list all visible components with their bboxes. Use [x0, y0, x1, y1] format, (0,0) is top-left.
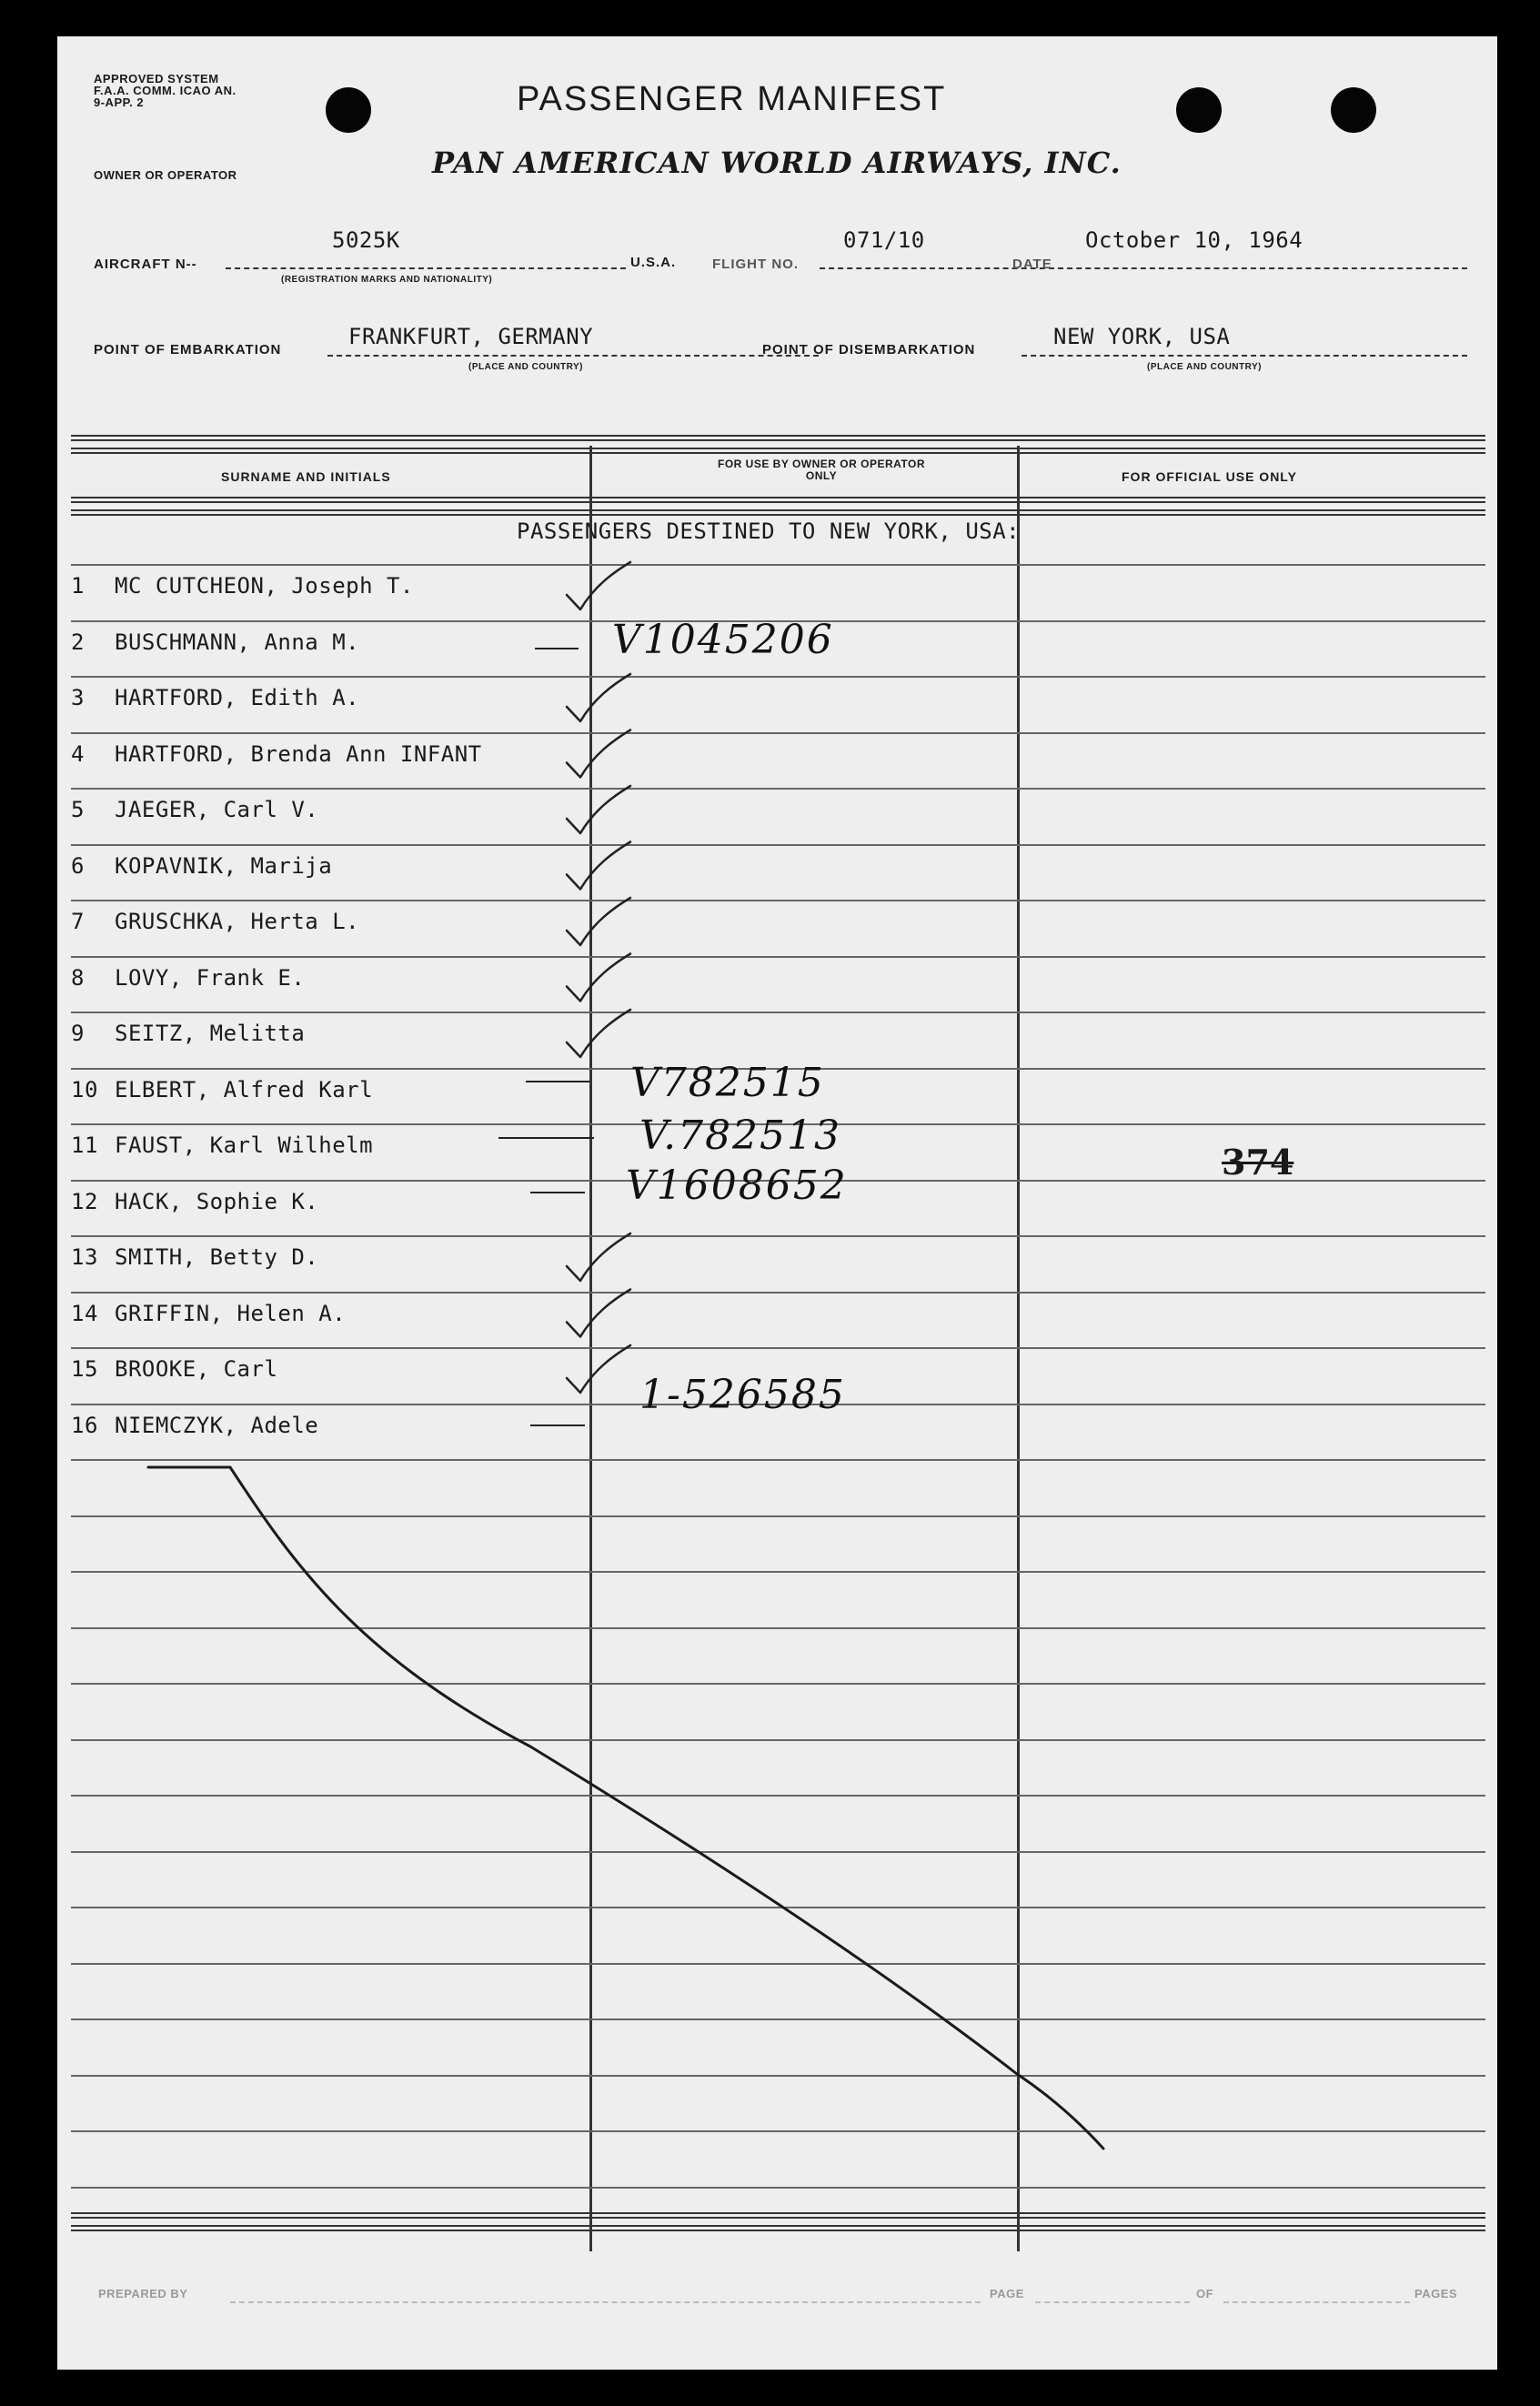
check-mark — [567, 674, 630, 721]
passenger-name: HARTFORD, Edith A. — [115, 685, 360, 710]
passenger-name: KOPAVNIK, Marija — [115, 852, 333, 879]
page-title: PASSENGER MANIFEST — [517, 80, 947, 118]
passenger-number: 14 — [71, 1300, 98, 1326]
airline-name: PAN AMERICAN WORLD AIRWAYS, INC. — [432, 146, 1122, 180]
passenger-name: BUSCHMANN, Anna M. — [115, 629, 360, 655]
check-mark — [567, 1290, 630, 1337]
footer-of: OF — [1196, 2287, 1214, 2300]
column-header-owner-use: FOR USE BY OWNER OR OPERATOR ONLY — [717, 458, 926, 482]
official-mark: 374 — [1222, 1142, 1294, 1183]
handwritten-number-row12: V1608652 — [626, 1163, 848, 1209]
passenger-number: 6 — [71, 852, 85, 879]
passenger-number: 11 — [71, 1133, 98, 1158]
passenger-number: 4 — [71, 740, 85, 767]
passenger-number: 10 — [71, 1076, 98, 1102]
passenger-name: ELBERT, Alfred Karl — [115, 1076, 374, 1102]
check-mark — [567, 562, 630, 609]
usa-label: U.S.A. — [630, 255, 677, 270]
check-mark — [567, 730, 630, 778]
column-header-surname: SURNAME AND INITIALS — [221, 469, 391, 484]
passenger-name: SMITH, Betty D. — [115, 1244, 319, 1270]
handwritten-number-row10: V782515 — [630, 1060, 825, 1106]
footer-prepared-by: PREPARED BY — [98, 2287, 188, 2300]
embarkation-note: (PLACE AND COUNTRY) — [468, 362, 583, 372]
passenger-name: BROOKE, Carl — [115, 1356, 278, 1382]
passenger-name: JAEGER, Carl V. — [115, 797, 319, 822]
flight-no-value: 071/10 — [843, 227, 925, 253]
aircraft-label: AIRCRAFT N-- — [94, 257, 197, 272]
footer-pages: PAGES — [1414, 2287, 1458, 2300]
registration-note: (REGISTRATION MARKS AND NATIONALITY) — [281, 275, 493, 285]
manifest-paper — [57, 36, 1497, 2370]
passenger-name: GRUSCHKA, Herta L. — [115, 909, 360, 934]
owner-operator-label: OWNER OR OPERATOR — [94, 168, 237, 182]
disembarkation-label: POINT OF DISEMBARKATION — [762, 342, 976, 357]
disembarkation-note: (PLACE AND COUNTRY) — [1147, 362, 1262, 372]
check-mark — [567, 954, 630, 1002]
passenger-name: GRIFFIN, Helen A. — [115, 1300, 347, 1326]
handwritten-number-row11: V.782513 — [639, 1112, 842, 1159]
date-value: October 10, 1964 — [1085, 227, 1303, 253]
passenger-name: LOVY, Frank E. — [115, 964, 306, 991]
passenger-name: NIEMCZYK, Adele — [115, 1412, 319, 1438]
embarkation-value: FRANKFURT, GERMANY — [348, 324, 594, 349]
passenger-name: MC CUTCHEON, Joseph T. — [115, 573, 414, 599]
check-mark — [567, 786, 630, 833]
approval-text: APPROVED SYSTEM F.A.A. COMM. ICAO AN. 9-APP. 2 — [94, 72, 237, 109]
check-mark — [567, 842, 630, 890]
passenger-number: 8 — [71, 964, 85, 991]
passenger-name: FAUST, Karl Wilhelm — [115, 1133, 374, 1158]
check-mark — [567, 1345, 630, 1393]
passenger-number: 9 — [71, 1021, 85, 1046]
passenger-number: 3 — [71, 685, 85, 710]
passenger-number: 15 — [71, 1356, 98, 1382]
footer-page: PAGE — [990, 2287, 1024, 2300]
passenger-number: 13 — [71, 1244, 98, 1270]
check-mark — [567, 898, 630, 945]
handwritten-number-row16: 1-526585 — [639, 1372, 846, 1418]
check-mark — [567, 1010, 630, 1057]
passenger-name: HARTFORD, Brenda Ann INFANT — [115, 740, 482, 767]
date-label: DATE — [1012, 257, 1052, 272]
passenger-number: 1 — [71, 573, 85, 599]
column-header-official-use: FOR OFFICIAL USE ONLY — [1122, 469, 1297, 484]
handwritten-marks — [57, 36, 1497, 2370]
check-mark — [567, 1233, 630, 1281]
section-heading: PASSENGERS DESTINED TO NEW YORK, USA: — [517, 518, 1021, 544]
passenger-number: 16 — [71, 1412, 98, 1438]
aircraft-value: 5025K — [332, 227, 400, 253]
passenger-name: HACK, Sophie K. — [115, 1188, 319, 1214]
passenger-number: 5 — [71, 797, 85, 822]
passenger-number: 12 — [71, 1188, 98, 1214]
passenger-number: 7 — [71, 909, 85, 934]
diagonal-strike-line — [148, 1467, 1103, 2149]
flight-no-label: FLIGHT NO. — [712, 257, 799, 272]
embarkation-label: POINT OF EMBARKATION — [94, 342, 282, 357]
handwritten-number-row2: V1045206 — [612, 617, 834, 663]
disembarkation-value: NEW YORK, USA — [1053, 324, 1231, 349]
passenger-name: SEITZ, Melitta — [115, 1021, 306, 1046]
passenger-number: 2 — [71, 629, 85, 655]
